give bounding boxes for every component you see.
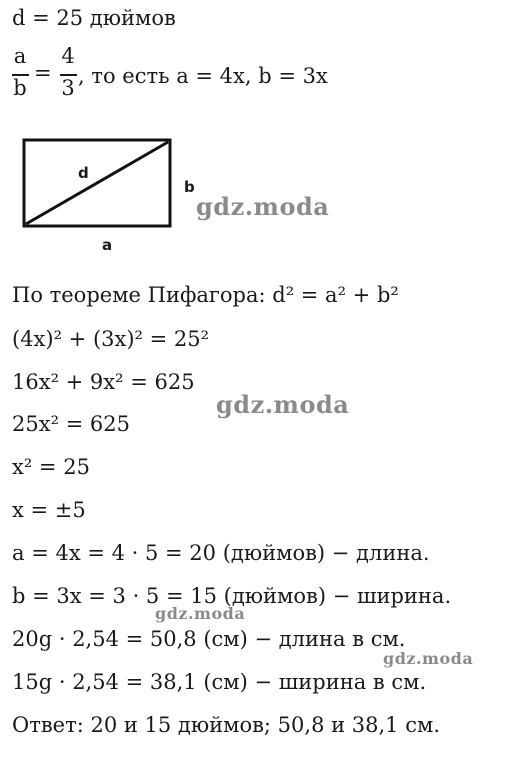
watermark-4: gdz.moda	[383, 649, 474, 668]
side-b-label: b	[184, 178, 195, 196]
equation-line-4: x² = 25	[12, 455, 90, 479]
equation-line-3: 25x² = 625	[12, 412, 131, 436]
equation-line-1: (4x)² + (3x)² = 25²	[12, 327, 210, 351]
ratio-rest-text: , то есть a = 4x, b = 3x	[78, 64, 328, 88]
diagonal-line	[26, 142, 168, 224]
answer-line: Ответ: 20 и 15 дюймов; 50,8 и 38,1 см.	[12, 713, 440, 737]
watermark-2: gdz.moda	[216, 390, 350, 419]
fraction-numerator-a: a	[13, 44, 27, 68]
fraction-denominator-3: 3	[61, 76, 75, 100]
pythagoras-line: По теореме Пифагора: d² = a² + b²	[12, 283, 399, 307]
watermark-3: gdz.moda	[155, 604, 246, 623]
equation-line-2: 16x² + 9x² = 625	[12, 370, 195, 394]
diagonal-label: d	[78, 164, 89, 182]
watermark-1: gdz.moda	[196, 192, 330, 221]
width-line: b = 3x = 3 · 5 = 15 (дюймов) − ширина.	[12, 584, 452, 608]
length-cm-line: 20g · 2,54 = 50,8 (см) − длина в см.	[12, 627, 406, 651]
width-cm-line: 15g · 2,54 = 38,1 (см) − ширина в см.	[12, 670, 427, 694]
length-line: a = 4x = 4 · 5 = 20 (дюймов) − длина.	[12, 541, 430, 565]
given-line: d = 25 дюймов	[12, 6, 176, 30]
equation-line-5: x = ±5	[12, 498, 86, 522]
fraction-numerator-4: 4	[61, 44, 75, 68]
fraction-denominator-b: b	[13, 76, 27, 100]
side-a-label: a	[102, 236, 113, 254]
equals-sign: =	[34, 61, 52, 85]
